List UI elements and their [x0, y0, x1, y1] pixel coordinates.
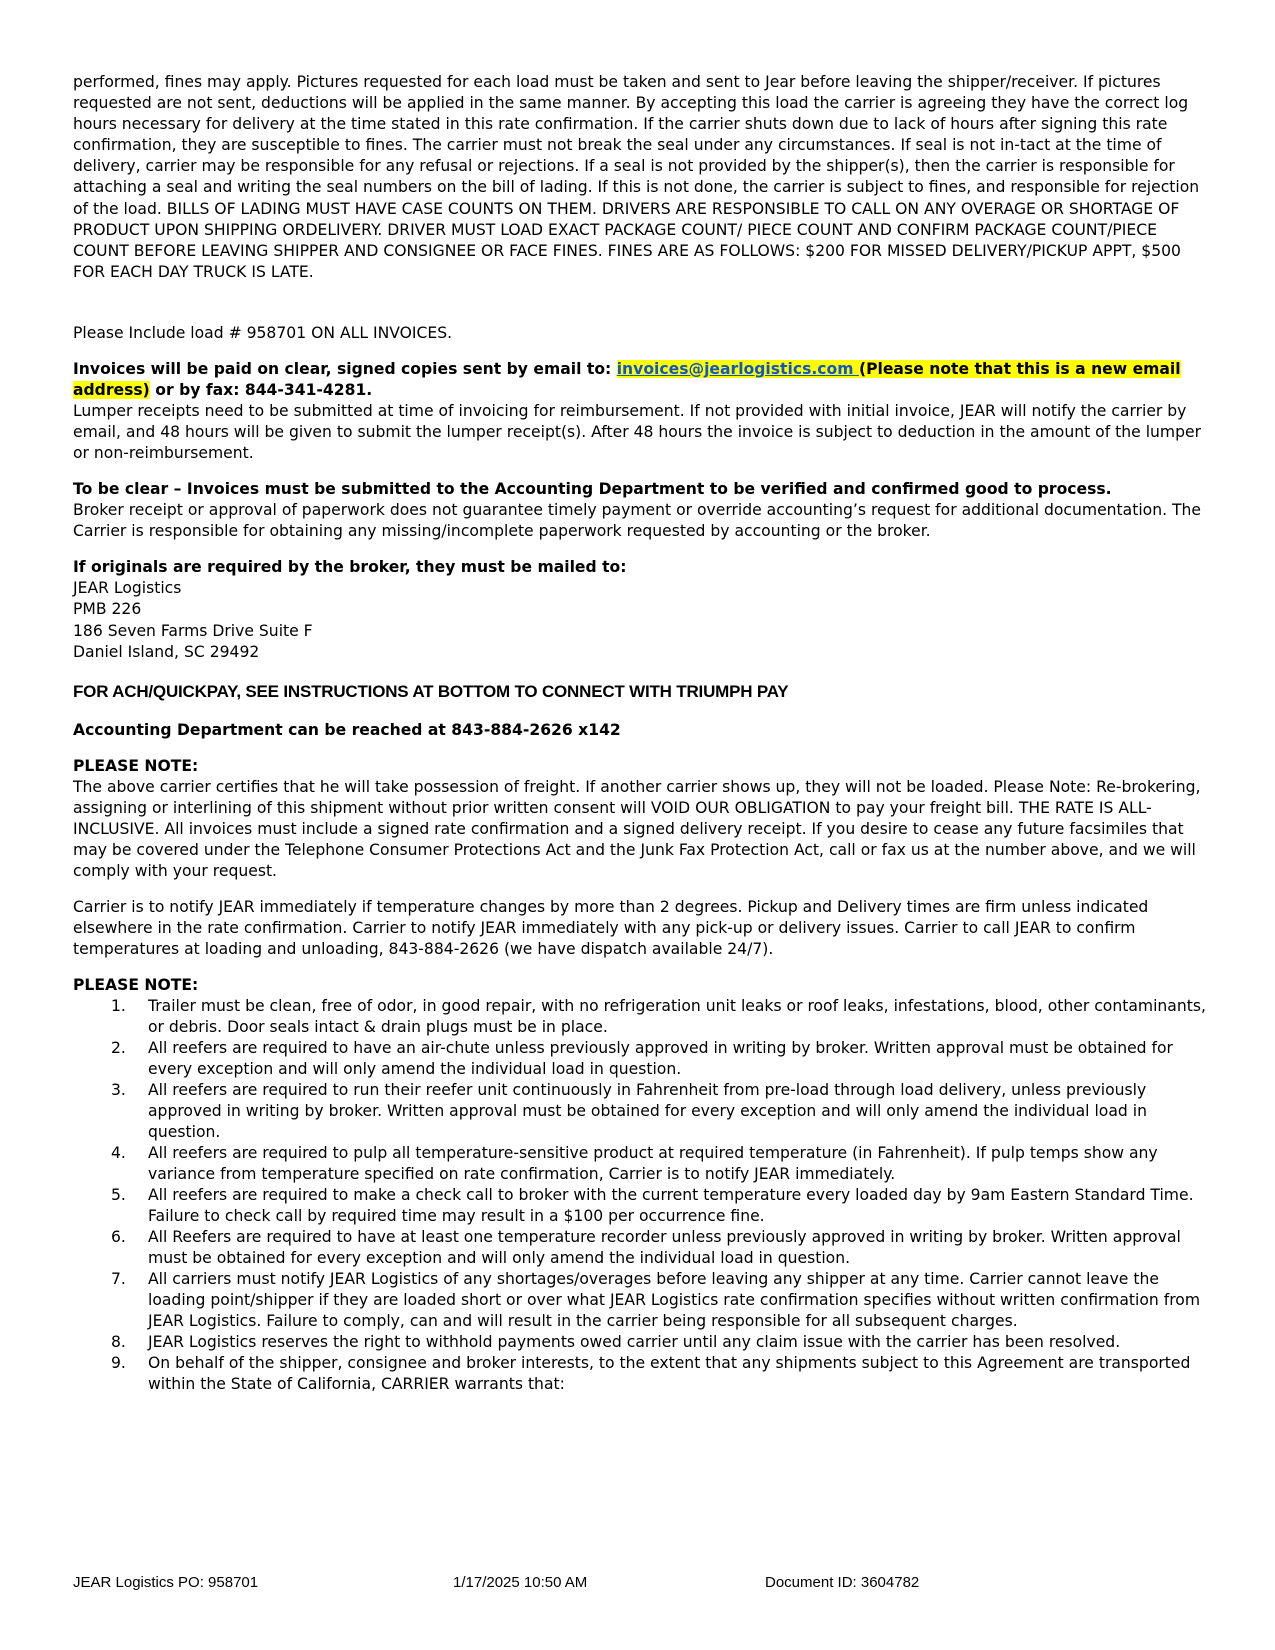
list-item: [73, 1185, 1208, 1227]
list-item: [73, 1332, 1208, 1353]
list-text: All reefers are required to have an air-chute unless previously approved in writing by broker. Written approval must be obtained for every exception and will only amend the individual load in question.: [148, 1038, 1173, 1078]
list-item: [73, 1227, 1208, 1269]
list-text: Trailer must be clean, free of odor, in good repair, with no refrigeration unit leaks or roof leaks, infestations, blood, other contaminants, or debris. Door seals intact & drain plugs must be in place.: [148, 996, 1206, 1036]
list-item: [73, 1143, 1208, 1185]
requirements-list: [73, 996, 1208, 1395]
list-number: 8.: [111, 1332, 126, 1351]
address-line: Daniel Island, SC 29492: [73, 643, 260, 662]
list-number: 3.: [111, 1080, 126, 1099]
address-line: PMB 226: [73, 600, 142, 619]
please-note-heading: PLEASE NOTE:: [73, 756, 199, 775]
list-item: [73, 1353, 1208, 1395]
ach-quickpay-line: FOR ACH/QUICKPAY, SEE INSTRUCTIONS AT BOTTOM TO CONNECT WITH TRIUMPH PAY: [73, 681, 789, 701]
accounting-contact-line: Accounting Department can be reached at 843-884-2626 x142: [73, 720, 621, 739]
list-number: 7.: [111, 1269, 126, 1288]
list-number: 2.: [111, 1038, 126, 1057]
lumper-paragraph: Lumper receipts need to be submitted at time of invoicing for reimbursement. If not provided with initial invoice, JEAR will notify the carrier by email, and 48 hours will be given to submit the lumper receipt(s). After 48 hours the invoice is subject to deduction in the amount of the lumper or non-reimbursement.: [73, 401, 1202, 462]
address-line: 186 Seven Farms Drive Suite F: [73, 621, 313, 640]
page-footer: [73, 1574, 1208, 1594]
invoice-fax: or by fax: 844-341-4281.: [149, 380, 373, 399]
list-item: [73, 1269, 1208, 1332]
list-text: All Reefers are required to have at least one temperature recorder unless previously approved in writing by broker. Written approval must be obtained for every exception and will only amend the individual load in question.: [148, 1227, 1181, 1267]
invoice-instructions: [73, 359, 1208, 401]
clear-paragraph: Broker receipt or approval of paperwork does not guarantee timely payment or override accounting’s request for additional documentation. The Carrier is responsible for obtaining any missing/incomplete paperwork requested by accounting or the broker.: [73, 500, 1202, 540]
footer-po-number: JEAR Logistics PO: 958701: [73, 1574, 259, 1591]
list-number: 5.: [111, 1185, 126, 1204]
please-note-heading: PLEASE NOTE:: [73, 975, 199, 994]
list-item: [73, 1038, 1208, 1080]
invoice-email-link[interactable]: invoices@jearlogistics.com: [616, 359, 859, 378]
new-email-note: (Please note that this is a new email address): [73, 359, 1181, 399]
invoice-lead: Invoices will be paid on clear, signed copies sent by email to:: [73, 359, 617, 378]
list-number: 1.: [111, 996, 126, 1015]
list-number: 4.: [111, 1143, 126, 1162]
list-number: 6.: [111, 1227, 126, 1246]
clear-heading: To be clear – Invoices must be submitted to the Accounting Department to be verified and confirmed good to process.: [73, 479, 1112, 498]
list-number: 9.: [111, 1353, 126, 1372]
temperature-paragraph: Carrier is to notify JEAR immediately if temperature changes by more than 2 degrees. Pickup and Delivery times are firm unless indicated elsewhere in the rate confirmation. Carrier to notify JEAR immediately with any pick-up or delivery issues. Carrier to call JEAR to confirm temperatures at loading and unloading, 843-884-2626 (we have dispatch available 24/7).: [73, 897, 1149, 958]
carrier-certification-paragraph: The above carrier certifies that he will take possession of freight. If another carrier shows up, they will not be loaded. Please Note: Re-brokering, assigning or interlining of this shipment without prior written consent will VOID OUR OBLIGATION to pay your freight bill. THE RATE IS ALL-INCLUSIVE. All invoices must include a signed rate confirmation and a signed delivery receipt. If you desire to cease any future facsimiles that may be covered under the Telephone Consumer Protections Act and the Junk Fax Protection Act, call or fax us at the number above, and we will comply with your request.: [73, 777, 1201, 880]
list-text: All reefers are required to make a check call to broker with the current temperature every loaded day by 9am Eastern Standard Time. Failure to check call by required time may result in a $100 per occurrence fine.: [148, 1185, 1194, 1225]
originals-heading: If originals are required by the broker, they must be mailed to:: [73, 557, 627, 576]
list-text: JEAR Logistics reserves the right to withhold payments owed carrier until any claim issue with the carrier has been resolved.: [148, 1332, 1121, 1351]
list-item: [73, 1080, 1208, 1143]
list-text: All carriers must notify JEAR Logistics of any shortages/overages before leaving any shipper at any time. Carrier cannot leave the loading point/shipper if they are loaded short or over what JEAR Logistics rate confirmation specifies without written confirmation from JEAR Logistics. Failure to comply, can and will result in the carrier being responsible for all subsequent charges.: [148, 1269, 1201, 1330]
footer-datetime: 1/17/2025 10:50 AM: [453, 1574, 588, 1591]
list-text: All reefers are required to pulp all temperature-sensitive product at required temperature (in Fahrenheit). If pulp temps show any variance from temperature specified on rate confirmation, Carrier is to notify JEAR immediately.: [148, 1143, 1158, 1183]
address-line: JEAR Logistics: [73, 578, 182, 597]
list-text: All reefers are required to run their reefer unit continuously in Fahrenheit from pre-load through load delivery, unless previously approved in writing by broker. Written approval must be obtained for every exception and will only amend the individual load in question.: [148, 1080, 1147, 1141]
mailing-address: [73, 578, 1208, 664]
load-number-line: Please Include load # 958701 ON ALL INVOICES.: [73, 323, 453, 342]
intro-paragraph: performed, fines may apply. Pictures requested for each load must be taken and sent to Jear before leaving the shipper/receiver. If pictures requested are not sent, deductions will be applied in the same manner. By accepting this load the carrier is agreeing they have the correct log hours necessary for delivery at the time stated in this rate confirmation. If the carrier shuts down due to lack of hours after signing this rate confirmation, they are susceptible to fines. The carrier must not break the seal under any circumstances. If seal is not in-tact at the time of delivery, carrier may be responsible for any refusal or rejections. If a seal is not provided by the shipper(s), then the carrier is responsible for attaching a seal and writing the seal numbers on the bill of lading. If this is not done, the carrier is subject to fines, and responsible for rejection of the load. BILLS OF LADING MUST HAVE CASE COUNTS ON THEM. DRIVERS ARE RESPONSIBLE TO CALL ON ANY OVERAGE OR SHORTAGE OF PRODUCT UPON SHIPPING ORDELIVERY. DRIVER MUST LOAD EXACT PACKAGE COUNT/ PIECE COUNT AND CONFIRM PACKAGE COUNT/PIECE COUNT BEFORE LEAVING SHIPPER AND CONSIGNEE OR FACE FINES. FINES ARE AS FOLLOWS: $200 FOR MISSED DELIVERY/PICKUP APPT, $500 FOR EACH DAY TRUCK IS LATE.: [73, 73, 1200, 281]
footer-document-id: Document ID: 3604782: [765, 1574, 920, 1591]
list-text: On behalf of the shipper, consignee and broker interests, to the extent that any shipments subject to this Agreement are transported within the State of California, CARRIER warrants that:: [148, 1353, 1191, 1393]
document-body: [73, 72, 1208, 1395]
list-item: [73, 996, 1208, 1038]
